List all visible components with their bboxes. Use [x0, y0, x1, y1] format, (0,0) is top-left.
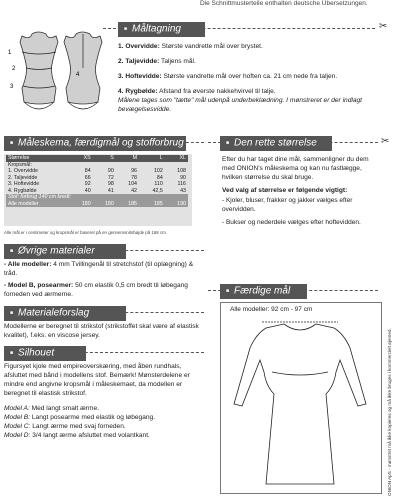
silhouette-header: ■ Silhouet [4, 346, 86, 361]
model-item: Model C: Langt ærme med svaj forneden. [4, 423, 126, 430]
size-chart-table [6, 155, 188, 207]
model-item: Model D: 3/4 langt ærme afsluttet med volantkant. [4, 432, 150, 439]
right-size-rule-heading: Ved valg af størrelse er følgende vigtigt: [222, 187, 348, 194]
measuring-note: Målene tages som "tætte" mål udenpå underbeklædning. I mønstreret er der indlagt bevægelsesvidde. [118, 97, 363, 113]
materials-header: ■ Øvrige materialer [4, 244, 126, 259]
materials-list [4, 260, 200, 299]
size-chart-header: ■ Måleskema, færdigmål og stofforbrug [4, 136, 186, 151]
top-note: Die Schnittmusterteile enthalten deutsche Übersetzungen. [200, 0, 368, 7]
right-size-body [222, 155, 372, 228]
table-row: 2. Taljevidde 66 72 78 84 90 [8, 174, 186, 181]
measure-item-3: 3. Hoftevidde: Største vandrette mål over hoften ca. 21 cm nede fra taljen. [118, 73, 338, 80]
material-item: - Model B, posearmer: 50 cm elastik 0,5 cm bredt til løbegang forneden ved ærmerne. [4, 282, 188, 298]
finished-label: Alle modeller: 92 cm - 97 cm [230, 306, 313, 313]
model-item: Model A: Med langt smalt ærme. [4, 405, 100, 412]
right-size-bullet: - Kjoler, bluser, frakker og jakker vælges efter overvidden. [222, 197, 353, 213]
diagram-label-3: 3 [10, 84, 14, 90]
right-size-intro: Efter du har taget dine mål, sammenligner du dem med ONION's måleskema og kan nu fastlægge, hvilken størrelse du skal bruge. [222, 156, 369, 181]
table-row: 4. Rygbølde 40 41 42 42,5 43 [8, 187, 186, 194]
finished-header: ■ Færdige mål [220, 284, 307, 299]
silhouette-text: Figursyet kjole med empireoverskæring, med åben rundhals, afsluttet med bånd i modellens stof. Bemærk! Mønsterdelene er mindre end angivne kropsmål i måleskemaet, da modellen er beregnet til elastisk strikstof. [4, 363, 190, 397]
model-item: Model B: Langt posearme med elastik og løbegang. [4, 414, 156, 421]
measure-item-1: 1. Overvidde: Største vandrette mål over brystet. [118, 43, 263, 50]
table-row: 1. Overvidde 84 90 96 102 108 [8, 168, 186, 174]
measure-item-2: 2. Taljevidde: Taljens mål. [118, 58, 196, 65]
right-size-header: ■ Den rette størrelse [220, 136, 332, 151]
diagram-label-4: 4 [76, 72, 80, 78]
measuring-header: ■ Måltagning [118, 22, 205, 37]
fabric-label-row: Stof: forbrug 140 cm bredt: [6, 194, 188, 201]
measure-item-4: 4. Rygbølde: Afstand fra øverste nakkehvirvel til talje. [118, 88, 276, 95]
scissors-icon: ✂ [381, 136, 390, 147]
size-header-row: Størrelse XS S M L XL [8, 155, 186, 161]
diagram-label-2: 2 [12, 66, 16, 72]
measuring-list [118, 42, 390, 114]
size-section-row: Kropsmål: [8, 161, 32, 168]
size-chart-footnote: Alle mål er i centimeter og kropsmål er baseret på en gennemsnitshøjde på 168 cm. [4, 230, 168, 235]
fabric-row: Alle modeller 180 180 185 185 190 [8, 200, 186, 207]
dress-diagram [226, 314, 376, 490]
material-suggestion-text: Modellerne er beregnet til strikstof (strikstoffet skal være af elastisk kvalitet), f.eks. en viscose jersey. [4, 323, 199, 339]
material-suggestion-header: ■ Materialeforslag [4, 306, 126, 321]
scissors-icon: ✂ [379, 21, 388, 32]
diagram-label-1: 1 [8, 50, 12, 56]
body-measure-diagram [4, 26, 110, 124]
material-item: - Alle modeller: 4 mm Tvillingenål til stretchstof (til oplægning) & tråd. [4, 261, 194, 277]
model-list [4, 404, 202, 440]
side-credit: ONION ApS - mønstret må ikke kopieres og må ikke bruges i kommercielt øjemed. [387, 328, 392, 496]
right-size-bullet: - Bukser og nederdele vælges efter hoftevidden. [222, 219, 361, 226]
table-row: 3. Hoftevidde 92 98 104 110 116 [8, 181, 186, 187]
